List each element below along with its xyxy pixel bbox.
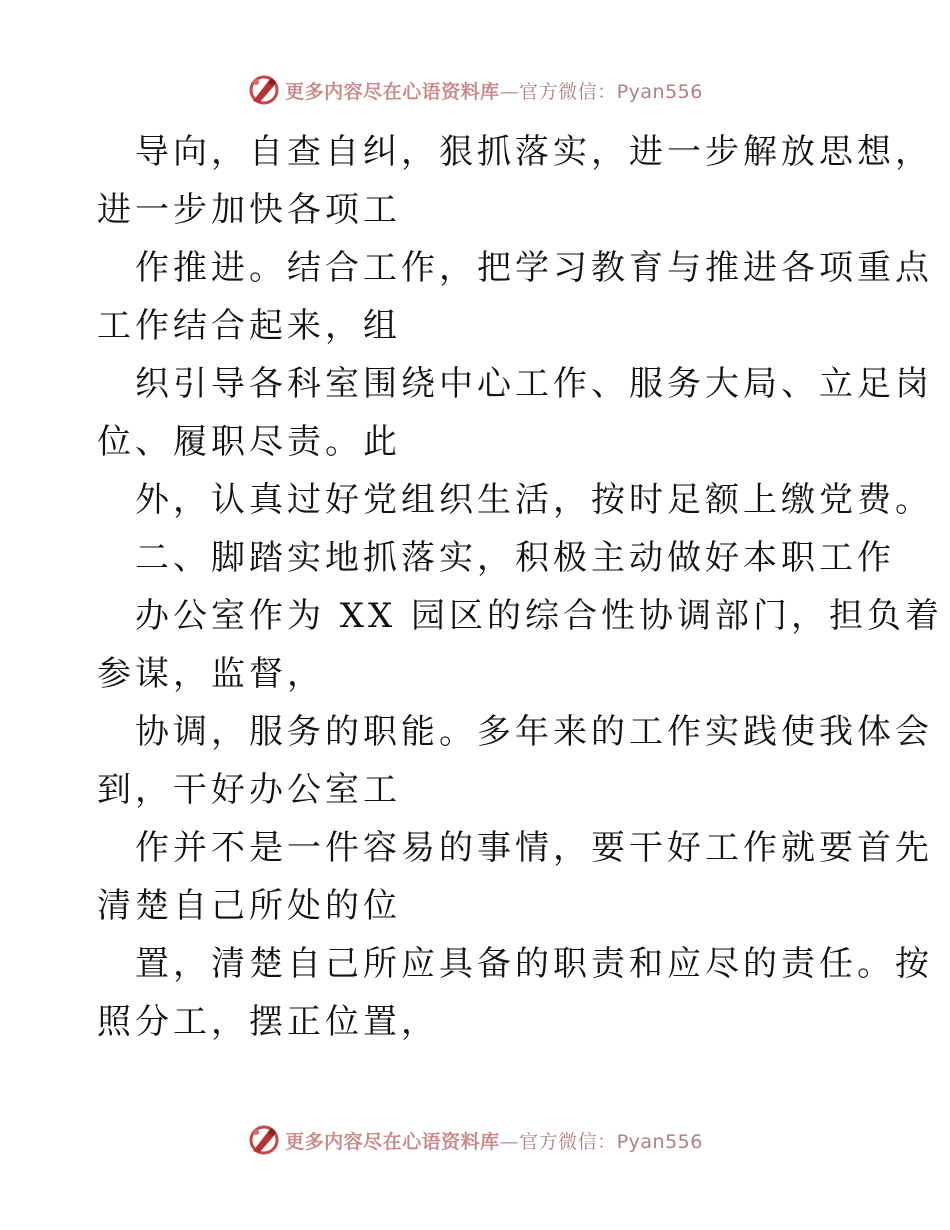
footer-site-text: 更多内容尽在心语资料库 <box>285 1130 500 1153</box>
text-line: 二、脚踏实地抓落实，积极主动做好本职工作 <box>135 538 895 578</box>
footer-wechat-id: Pyan556 <box>616 1130 703 1153</box>
text-line: 作推进。结合工作，把学习教育与推进各项重点 <box>135 248 933 288</box>
header-wechat-label: 官方微信： <box>519 80 617 103</box>
footer-wechat-label: 官方微信： <box>519 1130 617 1153</box>
footer-dash: — <box>499 1130 520 1153</box>
text-line: 外，认真过好党组织生活，按时足额上缴党费。 <box>135 480 933 520</box>
footer-watermark <box>0 1120 950 1160</box>
text-line: 到，干好办公室工 <box>97 770 401 810</box>
text-line: 位、履职尽责。此 <box>97 422 401 462</box>
text-line: 置，清楚自己所应具备的职责和应尽的责任。按 <box>135 944 933 984</box>
text-line: 清楚自己所处的位 <box>97 886 401 926</box>
text-line: 工作结合起来，组 <box>97 306 401 346</box>
header-watermark <box>0 70 950 110</box>
pen-logo-icon <box>247 73 281 107</box>
text-line: 作并不是一件容易的事情，要干好工作就要首先 <box>135 828 933 868</box>
text-line: 办公室作为 XX 园区的综合性协调部门，担负着 <box>135 596 944 636</box>
document-body <box>97 123 944 1051</box>
header-wechat-id: Pyan556 <box>616 80 703 103</box>
header-site-text: 更多内容尽在心语资料库 <box>285 80 500 103</box>
text-line: 织引导各科室围绕中心工作、服务大局、立足岗 <box>135 364 933 404</box>
pen-logo-icon <box>247 1123 281 1157</box>
text-line: 照分工，摆正位置， <box>97 1002 439 1042</box>
text-line: 导向，自查自纠，狠抓落实，进一步解放思想， <box>135 132 933 172</box>
text-line: 进一步加快各项工 <box>97 190 401 230</box>
header-dash: — <box>499 80 520 103</box>
text-line: 协调，服务的职能。多年来的工作实践使我体会 <box>135 712 933 752</box>
text-line: 参谋，监督， <box>97 654 325 694</box>
